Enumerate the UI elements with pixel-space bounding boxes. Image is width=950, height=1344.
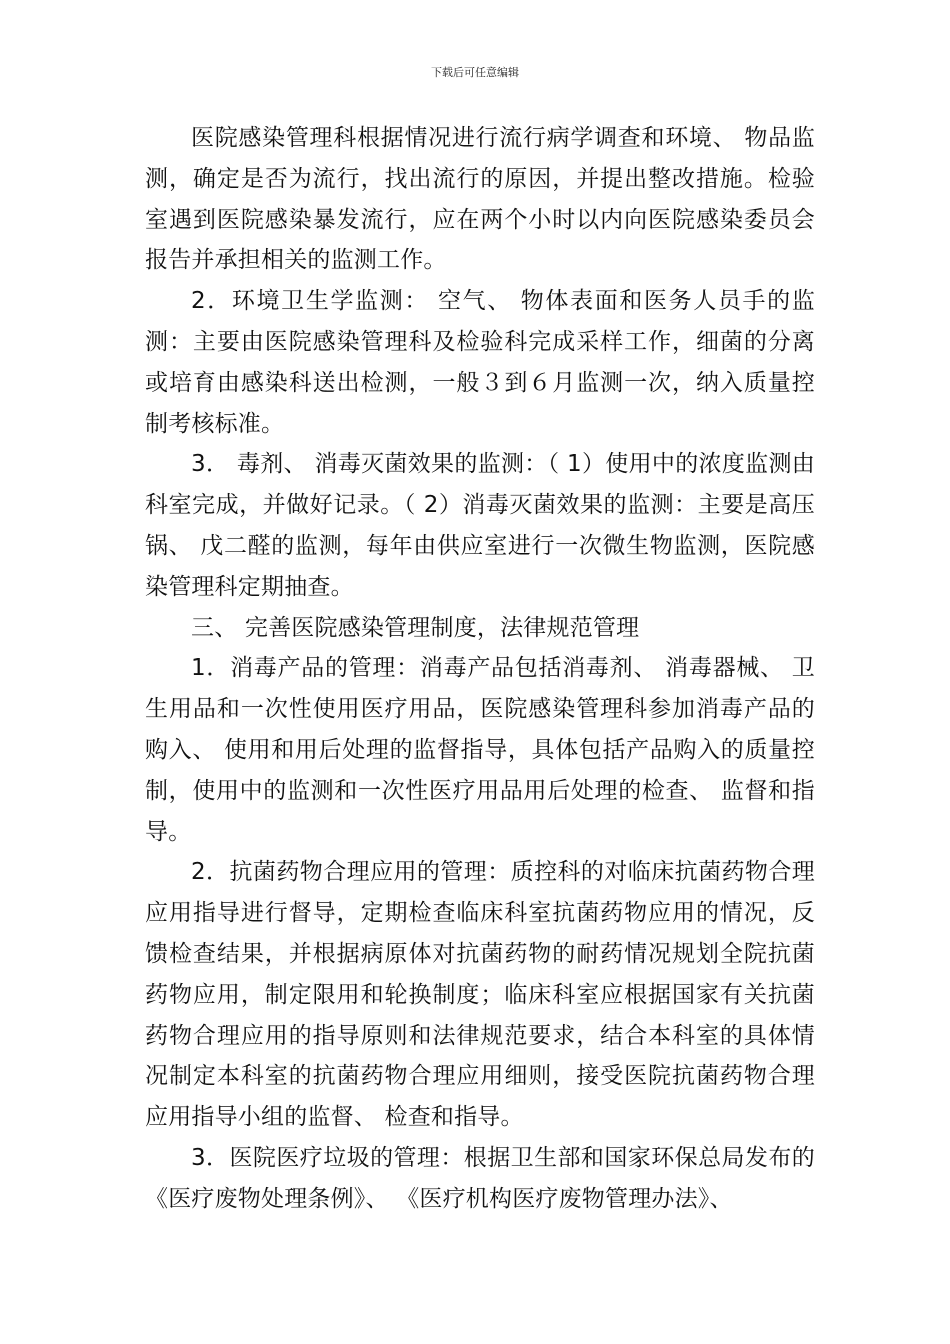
- paragraph-disinfection-products: 1．消毒产品的管理：消毒产品包括消毒剂、 消毒器械、 卫生用品和一次性使用医疗用品，医院感染管理科参加消毒产品的购入、 使用和用后处理的监督指导，具体包括产品购入的质量控制，使用中的监测和一次性医疗用品用后处理的检查、 监督和指导。: [145, 655, 815, 845]
- paragraph-medical-waste: 3．医院医疗垃圾的管理：根据卫生部和国家环保总局发布的《医疗废物处理条例》、 《医疗机构医疗废物管理办法》、: [145, 1144, 815, 1212]
- paragraph-outbreak-investigation: 医院感染管理科根据情况进行流行病学调查和环境、 物品监测，确定是否为流行，找出流行的原因，并提出整改措施。检验室遇到医院感染暴发流行，应在两个小时以内向医院感染委员会报告并承担相关的监测工作。: [145, 125, 815, 274]
- document-body: [145, 118, 815, 1220]
- section-heading-management-system: 三、 完善医院感染管理制度，法律规范管理: [191, 614, 640, 641]
- paragraph-antibiotic-management: 2．抗菌药物合理应用的管理：质控科的对临床抗菌药物合理应用指导进行督导，定期检查临床科室抗菌药物应用的情况，反馈检查结果，并根据病原体对抗菌药物的耐药情况规划全院抗菌药物应用，制定限用和轮换制度；临床科室应根据国家有关抗菌药物合理应用的指导原则和法律规范要求，结合本科室的具体情况制定本科室的抗菌药物合理应用细则，接受医院抗菌药物合理应用指导小组的监督、 检查和指导。: [145, 859, 815, 1131]
- paragraph-environmental-monitoring: 2．环境卫生学监测： 空气、 物体表面和医务人员手的监测：主要由医院感染管理科及检验科完成采样工作，细菌的分离或培育由感染科送出检测，一般３到６月监测一次，纳入质量控制考核标准。: [145, 288, 815, 437]
- header-note: 下载后可任意编辑: [431, 66, 519, 79]
- paragraph-disinfection-monitoring: 3． 毒剂、 消毒灭菌效果的监测：（ 1）使用中的浓度监测由科室完成，并做好记录。（ 2）消毒灭菌效果的监测：主要是高压锅、 戊二醛的监测，每年由供应室进行一次微生物监测，医院感染管理科定期抽查。: [145, 451, 815, 600]
